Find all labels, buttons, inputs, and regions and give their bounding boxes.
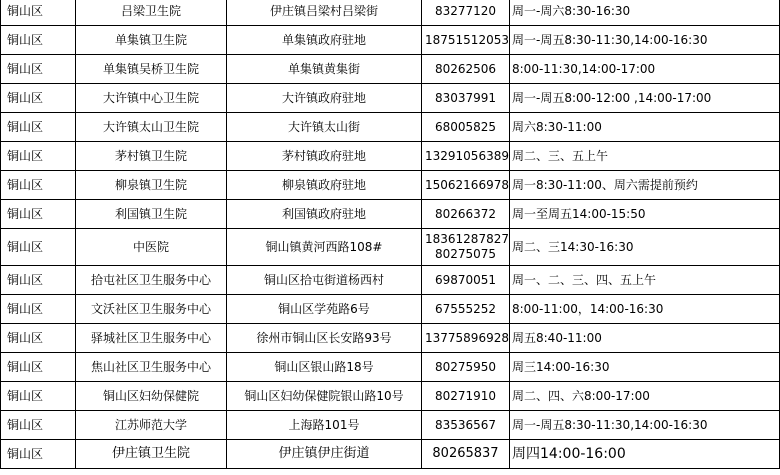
- table-row: [1, 353, 780, 382]
- table-body: [1, 0, 780, 469]
- hospital-name-cell: 大许镇中心卫生院: [76, 84, 227, 113]
- table-row: [1, 411, 780, 440]
- address-cell: 铜山区拾屯街道杨西村: [227, 266, 422, 295]
- phone-cell: 80266372: [422, 200, 510, 229]
- district-cell: 铜山区: [1, 295, 76, 324]
- hospital-name-cell: 铜山区妇幼保健院: [76, 382, 227, 411]
- hospital-name-cell: 大许镇太山卫生院: [76, 113, 227, 142]
- hours-cell: 8:00-11:00，14:00-16:30: [510, 295, 780, 324]
- table-row: [1, 266, 780, 295]
- hospital-name-cell: 焦山社区卫生服务中心: [76, 353, 227, 382]
- hours-cell: 8:00-11:30,14:00-17:00: [510, 55, 780, 84]
- table-row: [1, 295, 780, 324]
- district-cell: 铜山区: [1, 55, 76, 84]
- hours-cell: 周二、三14:30-16:30: [510, 229, 780, 266]
- phone-cell: 69870051: [422, 266, 510, 295]
- address-cell: 伊庄镇吕梁村吕梁街: [227, 0, 422, 26]
- address-cell: 铜山区银山路18号: [227, 353, 422, 382]
- hours-cell: 周一-周六8:30-16:30: [510, 0, 780, 26]
- address-cell: 柳泉镇政府驻地: [227, 171, 422, 200]
- address-cell: 铜山区学苑路6号: [227, 295, 422, 324]
- table-row: [1, 113, 780, 142]
- district-cell: 铜山区: [1, 142, 76, 171]
- address-cell: 伊庄镇伊庄街道: [227, 440, 422, 469]
- table-row: [1, 229, 780, 266]
- hospital-name-cell: 驿城社区卫生服务中心: [76, 324, 227, 353]
- table-row: [1, 26, 780, 55]
- district-cell: 铜山区: [1, 382, 76, 411]
- phone-cell: 83277120: [422, 0, 510, 26]
- hospital-name-cell: 单集镇吴桥卫生院: [76, 55, 227, 84]
- district-cell: 铜山区: [1, 411, 76, 440]
- hospital-name-cell: 单集镇卫生院: [76, 26, 227, 55]
- district-cell: 铜山区: [1, 171, 76, 200]
- district-cell: 铜山区: [1, 113, 76, 142]
- address-cell: 茅村镇政府驻地: [227, 142, 422, 171]
- address-cell: 单集镇政府驻地: [227, 26, 422, 55]
- table-row: [1, 440, 780, 469]
- address-cell: 铜山镇黄河西路108#: [227, 229, 422, 266]
- table-row: [1, 84, 780, 113]
- address-cell: 利国镇政府驻地: [227, 200, 422, 229]
- district-cell: 铜山区: [1, 26, 76, 55]
- hours-cell: 周一-周五8:30-11:30,14:00-16:30: [510, 26, 780, 55]
- address-cell: 上海路101号: [227, 411, 422, 440]
- table-row: [1, 0, 780, 26]
- table-row: [1, 171, 780, 200]
- phone-cell: 68005825: [422, 113, 510, 142]
- address-cell: 铜山区妇幼保健院银山路10号: [227, 382, 422, 411]
- table-row: [1, 142, 780, 171]
- hospital-name-cell: 利国镇卫生院: [76, 200, 227, 229]
- district-cell: 铜山区: [1, 440, 76, 469]
- phone-cell: 80271910: [422, 382, 510, 411]
- hospital-name-cell: 柳泉镇卫生院: [76, 171, 227, 200]
- hospital-name-cell: 拾屯社区卫生服务中心: [76, 266, 227, 295]
- phone-cell: 13291056389: [422, 142, 510, 171]
- hours-cell: 周二、四、六8:00-17:00: [510, 382, 780, 411]
- hospital-name-cell: 茅村镇卫生院: [76, 142, 227, 171]
- phone-line-2: 80275075: [434, 247, 497, 261]
- hours-cell: 周四14:00-16:00: [510, 440, 780, 469]
- table-row: [1, 55, 780, 84]
- hours-cell: 周一-周五8:00-12:00 ,14:00-17:00: [510, 84, 780, 113]
- phone-cell: 80275950: [422, 353, 510, 382]
- hours-cell: 周二、三、五上午: [510, 142, 780, 171]
- address-cell: 大许镇政府驻地: [227, 84, 422, 113]
- table-row: [1, 382, 780, 411]
- phone-cell: 67555252: [422, 295, 510, 324]
- hospital-name-cell: 中医院: [76, 229, 227, 266]
- district-cell: 铜山区: [1, 200, 76, 229]
- table-row: [1, 200, 780, 229]
- phone-cell: 15062166978: [422, 171, 510, 200]
- phone-cell: 80265837: [422, 440, 510, 469]
- phone-line-1: 18361287827: [425, 232, 509, 246]
- address-cell: 单集镇黄集街: [227, 55, 422, 84]
- district-cell: 铜山区: [1, 353, 76, 382]
- hospital-name-cell: 江苏师范大学: [76, 411, 227, 440]
- phone-cell: [422, 229, 510, 266]
- hours-cell: 周五8:40-11:00: [510, 324, 780, 353]
- phone-cell: 80262506: [422, 55, 510, 84]
- hospital-name-cell: 吕梁卫生院: [76, 0, 227, 26]
- hours-cell: 周六8:30-11:00: [510, 113, 780, 142]
- hours-cell: 周三14:00-16:30: [510, 353, 780, 382]
- district-cell: 铜山区: [1, 266, 76, 295]
- phone-cell: 18751512053: [422, 26, 510, 55]
- hospital-name-cell: 伊庄镇卫生院: [76, 440, 227, 469]
- hours-cell: 周一8:30-11:00、周六需提前预约: [510, 171, 780, 200]
- address-cell: 大许镇太山街: [227, 113, 422, 142]
- district-cell: 铜山区: [1, 324, 76, 353]
- hours-cell: 周一-周五8:30-11:30,14:00-16:30: [510, 411, 780, 440]
- hours-cell: 周一至周五14:00-15:50: [510, 200, 780, 229]
- district-cell: 铜山区: [1, 84, 76, 113]
- address-cell: 徐州市铜山区长安路93号: [227, 324, 422, 353]
- district-cell: 铜山区: [1, 0, 76, 26]
- table-row: [1, 324, 780, 353]
- hospital-name-cell: 文沃社区卫生服务中心: [76, 295, 227, 324]
- phone-cell: 83037991: [422, 84, 510, 113]
- hours-cell: 周一、二、三、四、五上午: [510, 266, 780, 295]
- district-cell: 铜山区: [1, 229, 76, 266]
- phone-cell: 13775896928: [422, 324, 510, 353]
- phone-cell: 83536567: [422, 411, 510, 440]
